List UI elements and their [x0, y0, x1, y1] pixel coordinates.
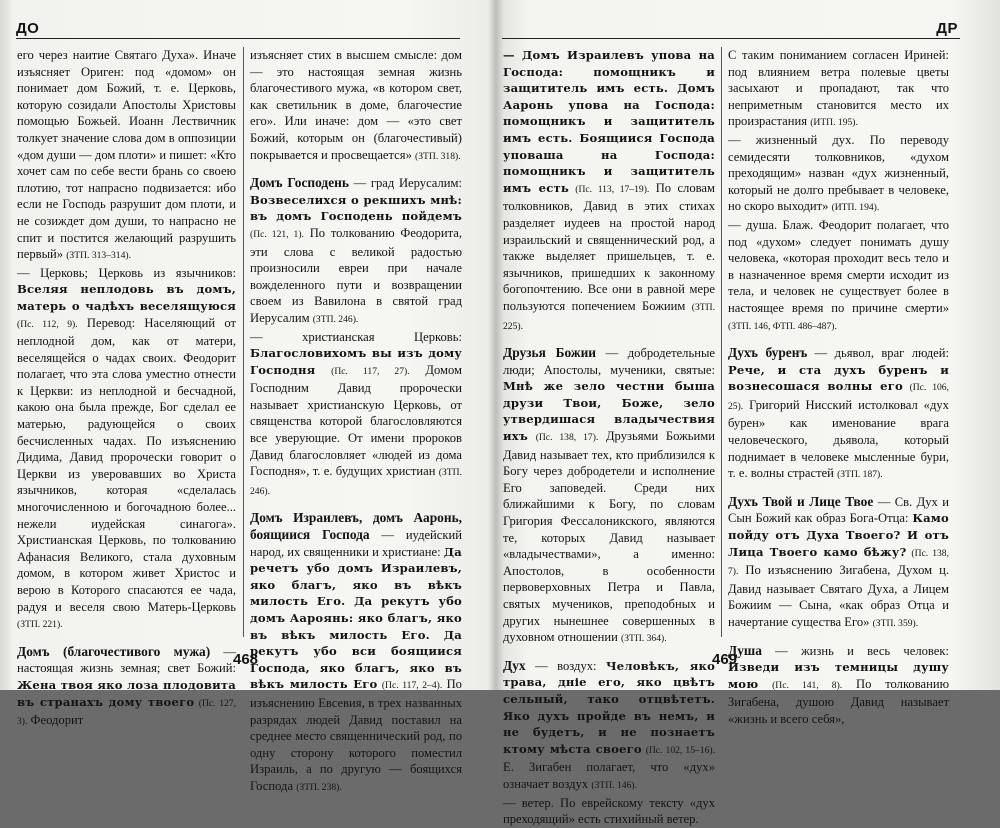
paragraph: С таким пониманием согласен Ириней: под влиянием ветра полевые цветы засыхают и пропадают, так что неприметным становится место их произрастания (ИТП. 195).: [728, 48, 949, 129]
paragraph: — Церковь; Церковь из язычников: Вселяя неплодовь въ домъ, матерь о чадѣхъ веселящуюся (Пс. 112, 9). Перевод: Населяющий от неплодной дом, как от матери, веселящейся о чадах своих. Феодорит полагает, что эта слова уместно отнести к Церкви: из неплодной и бесчадной, какою она была прежде, Бог сделал ее матерью, радующейся о своих бесчисленных чадах. По изъяснению Дидима, Давид пророчески говорит о Церкви из уверовавших во Христа язычников, которая «сделалась многочисленною и богочадною более... нежели иудейская синагога». Христианская Церковь, по толкованию Афанасия Великого, стала духовным домом, в котором живет Христос и верою в Которого спасаются ее чада, радуя и веселя свою Матерь-Церковь (ЗТП. 221).: [17, 265, 236, 631]
dictionary-entry: Домъ (благочестивого мужа) — настоящая жизнь земная; свет Божий: Жена твоя яко лоза плодовита въ странахъ дому твоего (Пс. 127, 3). Феодорит: [17, 643, 237, 728]
paragraph: — Домъ Израилевъ упова на Господа: помощникъ и защититель имъ есть. Домъ Ааронь упова на Господа: помощникъ и защититель имъ есть. Боящиися Господа уповаша на Господа: помощникъ и защититель имъ есть (Пс. 113, 17–19). По словам толковников, Давид в этих стихах разделяет иудеев на простой народ израильский и священнический род, а также выделяет пришельцев, т. е. язычников, пришедших к законному богопочтению. Все они в равной мере пользуются попечением Божиим (ЗТП. 225).: [503, 48, 715, 332]
text-column: [503, 47, 716, 827]
dictionary-entry: Домъ Израилевъ, домъ Ааронь, боящиися Господа — иудейский народ, их священники и христиане: Да речетъ убо домъ Израилевъ, яко благъ, яко въ вѣкъ милость Его. Да рекутъ убо домъ Аароянь: яко благъ, яко въ вѣкъ милость Его. Да рекутъ убо вси боящиися Господа, яко благъ, яко въ вѣкъ милость Его (Пс. 117, 2–4). По изъяснению Евсевия, в трех названных разрядах людей Давид поставил на среднее место священнический род, по одну сторону которого поместил Израиль, а по другую — боящихся Господа (ЗТП. 238).: [250, 510, 462, 793]
headword: Домъ Израилевъ, домъ Ааронь, боящиися Господа: [250, 510, 462, 543]
page-number: 469: [712, 651, 738, 668]
paragraph: его через наитие Святаго Духа». Иначе изъясняет Ориген: под «домом» он понимает дом Божий, т. е. Церковь, которую созидали Апостолы Христовы помощью Божьей. Иоанн Лествичник толкует значение слова дом в оппозиции «дом души — дом плоти» и пишет: «Кто хочет сам по себе вести брань со своею плотию, тот напрасно подвизается: ибо если не Господь разрушит дом плоти, и не созиждет дом души, то напрасно не спит и постится желающий разрушить первый» (ЗТП. 313–314).: [17, 48, 236, 262]
paragraph: — жизненный дух. По переводу семидесяти толковников, «духом преходящим» назван «дух жизненный, который не долго пребывает в человеке, но скоро выходит» (ИТП. 194).: [728, 132, 949, 214]
headword: Дух: [503, 657, 526, 673]
right-page: [492, 0, 1000, 827]
dictionary-entry: Духъ Твой и Лице Твое — Св. Дух и Сын Божий как образ Бога-Отца: Камо пойду отъ Духа Твоего? И отъ Лица Твоего камо бѣжу? (Пс. 138, 7). По изъяснению Зигабена, Духом ц. Давид называет Святаго Духа, а Лицем Божиим — Сына, «как образ Отца и начертание существа Его» (ЗТП. 359).: [728, 493, 950, 629]
header-rule: [16, 38, 460, 39]
paragraph: — ветер. По еврейскому тексту «дух преходящий» есть стихийный ветер.: [503, 795, 715, 827]
paragraph: — христианская Церковь: Благословихомъ вы изъ дому Господня (Пс. 117, 27). Домом Господним Давид пророчески называет христианскую Церковь, от священства которой благословляются все уверующие. От имени пророков Давид благословляет «людей из дома Господня», т. е. будущих христиан (ЗТП. 246).: [250, 329, 463, 497]
text-column: [250, 47, 463, 793]
column-divider: [243, 47, 244, 637]
dictionary-entry: Дух — воздух: Человѣкъ, яко трава, дніе его, яко цвѣтъ сельный, тако отцвѣтетъ. Яко духъ пройде въ немъ, и не будетъ, и не познаетъ ктому мѣста своего (Пс. 102, 15–16). Е. Зигабен полагает, что «дух» означает воздух (ЗТП. 146).: [503, 657, 716, 791]
dictionary-entry: Домъ Господень — град Иерусалим: Возвеселихся о рекшихъ мнѣ: въ домъ Господень пойдемъ (Пс. 121, 1). По толкованию Феодорита, эти слова с великой радостью произносили евреи при начале вожделенного пути и возвращении своем из Вавилона в святой град Иерусалим (ЗТП. 246).: [250, 175, 463, 325]
dictionary-entry: Душа — жизнь и весь человек: Изведи изъ темницы душу мою (Пс. 141, 8). По толкованию Зигабена, душою Давид называет «жизнь и всего себя»,: [728, 642, 949, 726]
column-divider: [721, 47, 722, 637]
headword: Духъ буренъ: [728, 345, 808, 361]
dictionary-entry: Духъ буренъ — дьявол, враг людей: Рече, и ста духъ буренъ и вознесошася волны его (Пс. 106, 25). Григорий Нисский истолковал «дух бурен» как именование врага человеческого, дьявола, который поднимает в человеке мысленные бури, т. е. волны страстей (ЗТП. 187).: [728, 345, 949, 481]
page-number: 468: [233, 651, 259, 668]
text-column: [728, 47, 950, 726]
headword: Душа: [728, 642, 762, 658]
paragraph: — душа. Блаж. Феодорит полагает, что под «духом» следует понимать душу человека, «которая проходит весь тело и в назначенное время смерти исходит из тела, и человек не существует более в настоящее время по причине смерти» (ЗТП. 146, ФТП. 486–487).: [728, 217, 949, 332]
dictionary-entry: Друзья Божии — добродетельные люди; Апостолы, мученики, святые: Мнѣ же зело честни быша друзи Твои, Боже, зело утвердишася владычествия ихъ (Пс. 138, 17). Друзьями Божьими Давид называет тех, кто приблизился к Богу через добродетели и исполнение Его заповедей. Среди них ближайшими к Богу, по словам Григория Фессалоникского, являются те, которых Давид называет «владычествами», а именно: Апостолов, в особенности первоверховных Петра и Павла, святых мучеников, преподобных и других нынешнее совершенных в духовном отношении (ЗТП. 364).: [503, 345, 716, 645]
header-rule: [502, 38, 960, 39]
running-head: ДР: [936, 20, 958, 37]
left-page: [0, 0, 490, 793]
paragraph: изъясняет стих в высшем смысле: дом — это настоящая земная жизнь благочестивого мужа, «в котором свет, как светильник в доме, благочестие его». Или иначе: дом — «это свет Божий, которым он (благочестивый) покрывается и просвещается» (ЗТП. 318).: [250, 48, 462, 162]
headword: Друзья Божии: [503, 345, 597, 361]
running-head: ДО: [16, 20, 40, 37]
text-column: [17, 47, 237, 728]
headword: Домъ Господень: [250, 175, 349, 191]
headword: Домъ (благочестивого мужа): [17, 643, 211, 659]
headword: Духъ Твой и Лице Твое: [728, 493, 874, 509]
